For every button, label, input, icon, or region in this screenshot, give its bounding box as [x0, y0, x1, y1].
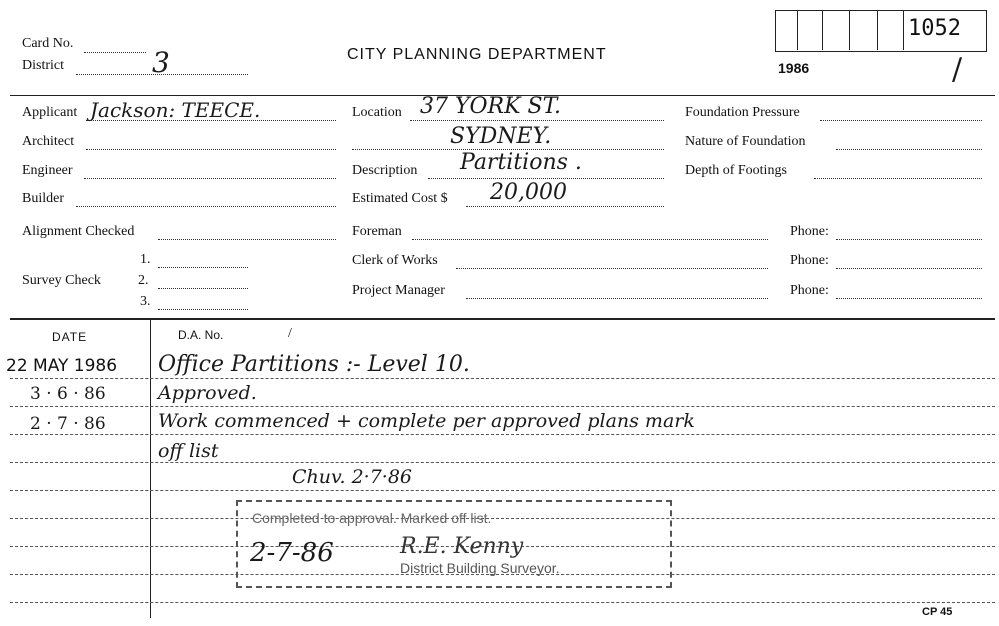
pm-label: Project Manager: [352, 283, 445, 298]
da-header: D.A. No.: [178, 328, 224, 342]
district-label: District: [22, 58, 64, 73]
survey-label: Survey Check: [22, 273, 101, 288]
card-no-label: Card No.: [22, 36, 74, 51]
description-value: Partitions .: [460, 150, 582, 175]
phone-label-1: Phone:: [790, 224, 829, 239]
depth-footings-label: Depth of Footings: [685, 163, 787, 178]
entry-date-1: 22 MAY 1986: [6, 356, 118, 376]
builder-label: Builder: [22, 191, 64, 206]
survey-item-3: 3.: [140, 294, 151, 309]
architect-label: Architect: [22, 134, 75, 149]
stamp-line1: Completed to approval. Marked off list.: [252, 510, 492, 526]
entry-text-2: Approved.: [158, 382, 257, 404]
description-label: Description: [352, 163, 418, 178]
phone-label-3: Phone:: [790, 283, 829, 298]
entry-text-4: off list: [158, 440, 219, 462]
alignment-label: Alignment Checked: [22, 224, 135, 239]
da-slash: /: [288, 326, 292, 341]
nature-foundation-label: Nature of Foundation: [685, 134, 806, 149]
stamp-date: 2-7-86: [250, 538, 334, 568]
engineer-label: Engineer: [22, 163, 73, 178]
entry-date-3: 2 · 7 · 86: [30, 414, 106, 434]
cost-label: Estimated Cost $: [352, 191, 448, 206]
survey-item-1: 1.: [140, 252, 151, 267]
initials: Chuv. 2·7·86: [292, 466, 413, 488]
year: 1986: [778, 60, 810, 76]
survey-item-2: 2.: [138, 273, 149, 288]
card-suffix: /: [952, 52, 963, 87]
foreman-label: Foreman: [352, 224, 402, 239]
cost-value: 20,000: [490, 180, 567, 205]
clerk-label: Clerk of Works: [352, 253, 438, 268]
applicant-value: Jackson: TEECE.: [90, 98, 261, 122]
applicant-label: Applicant: [22, 105, 78, 120]
card-number: 1052: [908, 16, 961, 41]
location-label: Location: [352, 105, 402, 120]
entry-text-3: Work commenced + complete per approved plans mark: [158, 410, 695, 432]
department-title: CITY PLANNING DEPARTMENT: [347, 46, 607, 63]
column-divider: [150, 318, 151, 618]
location-line1: 37 YORK ST.: [420, 94, 562, 119]
entry-text-1: Office Partitions :- Level 10.: [158, 352, 470, 377]
district-value: 3: [152, 46, 170, 79]
stamp-line2: District Building Surveyor.: [400, 560, 560, 576]
phone-label-2: Phone:: [790, 253, 829, 268]
date-header: DATE: [52, 330, 88, 344]
form-code: CP 45: [922, 606, 953, 618]
foundation-pressure-label: Foundation Pressure: [685, 105, 800, 120]
stamp-signature: R.E. Kenny: [400, 534, 524, 559]
location-line2: SYDNEY.: [450, 124, 552, 149]
entry-date-2: 3 · 6 · 86: [30, 384, 106, 404]
